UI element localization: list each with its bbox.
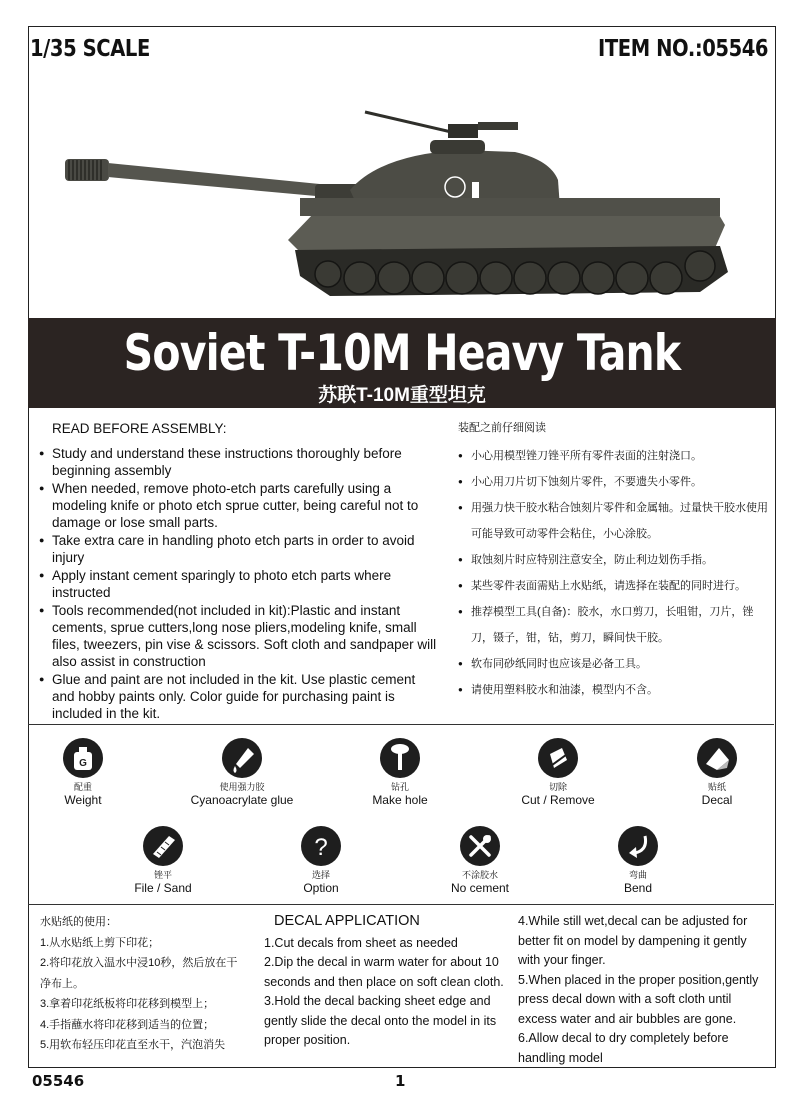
drill-icon [380, 738, 420, 778]
symbol-bend [568, 826, 708, 895]
title-english: Soviet T-10M Heavy Tank [123, 324, 681, 382]
symbol-label-en: File / Sand [134, 881, 192, 895]
decal-en-step: 2.Dip the decal in warm water for about 10 seconds and then place on soft clean cloth. [264, 955, 504, 989]
decal-icon [697, 738, 737, 778]
symbol-label-cn: 弯曲 [628, 870, 647, 880]
decal-en-step: 4.While still wet,decal can be adjusted for better fit on model by dampening it gently with your finger. [518, 914, 748, 967]
tank-illustration [60, 100, 740, 312]
tank-gun [65, 159, 365, 204]
divider [28, 724, 774, 725]
symbol-decal [647, 738, 787, 807]
symbol-drill [330, 738, 470, 807]
symbol-label-cn: 贴纸 [707, 782, 726, 792]
scale-label: 1/35 SCALE [30, 36, 150, 62]
note-item-cn: ● 某些零件表面需贴上水贴纸，请选择在装配的同时进行。 [452, 573, 770, 599]
decal-cn-step: 4.手指蘸水将印花移到适当的位置； [40, 1018, 215, 1031]
footer-item-code: 05546 [32, 1072, 85, 1090]
note-item-cn: ● 小心用刀片切下蚀刻片零件，不要遗失小零件。 [452, 469, 770, 495]
decal-cn-step: 1.从水贴纸上剪下印花； [40, 936, 160, 949]
decal-instructions-en [264, 912, 516, 1051]
symbol-glue [172, 738, 312, 807]
item-number: ITEM NO.:05546 [597, 36, 768, 62]
weight-letter: G [79, 758, 87, 769]
symbol-label-cn: 配重 [73, 782, 92, 792]
divider [28, 904, 774, 905]
symbol-label-en: Option [303, 881, 339, 895]
note-item: ● Apply instant cement sparingly to photo etch parts where instructed [27, 567, 437, 601]
symbol-label-cn: 不涂胶水 [461, 870, 498, 880]
decal-cn-step: 3.拿着印花纸板将印花移到模型上； [40, 998, 215, 1010]
note-item-cn: ● 取蚀刻片时应特别注意安全，防止利边划伤手指。 [452, 547, 770, 573]
note-item-cn: ● 小心用模型锉刀锉平所有零件表面的注射浇口。 [452, 443, 770, 469]
symbol-label-cn: 使用强力胶 [219, 782, 265, 792]
note-item: ● Study and understand these instructions thoroughly before beginning assembly [27, 445, 437, 479]
title-chinese: 苏联T-10M重型坦克 [318, 385, 486, 406]
symbol-cut [488, 738, 628, 807]
decal-instructions-cn [40, 912, 245, 1056]
decal-cn-step: 5.用软布轻压印花直至水干，汽泡消失 [40, 1039, 226, 1051]
note-item: ● Take extra care in handling photo etch parts in order to avoid injury [27, 532, 437, 566]
symbol-label-en: No cement [450, 881, 510, 895]
decal-en-heading: DECAL APPLICATION [274, 913, 420, 929]
bend-icon [618, 826, 658, 866]
decal-en-step: 6.Allow decal to dry completely before handling model [518, 1031, 729, 1065]
symbol-label-en: Make hole [372, 793, 428, 807]
decal-en-step: 3.Hold the decal backing sheet edge and gently slide the decal onto the model in its proper position. [264, 994, 497, 1047]
symbol-file [93, 826, 233, 895]
notes-english-heading: READ BEFORE ASSEMBLY: [52, 421, 227, 436]
decal-en-step: 5.When placed in the proper position,gently press decal down with a soft cloth until excess water and air bubbles are gone. [518, 972, 759, 1026]
symbol-label-en: Cut / Remove [521, 793, 595, 807]
note-item-cn: ● 软布同砂纸同时也应该是必备工具。 [452, 651, 770, 677]
decal-en-step: 1.Cut decals from sheet as needed [264, 935, 458, 950]
weight-icon [63, 738, 103, 778]
note-item-cn: ● 请使用塑料胶水和油漆，模型内不含。 [452, 677, 770, 703]
symbol-no-cement [410, 826, 550, 895]
symbol-label-en: Bend [623, 881, 653, 895]
option-glyph: ? [314, 834, 328, 861]
symbol-label-cn: 钻孔 [390, 782, 409, 792]
symbol-label-cn: 切除 [548, 782, 567, 792]
symbol-label-cn: 选择 [311, 870, 330, 880]
note-item-cn: ● 用强力快干胶水粘合蚀刻片零件和金属轴。过量快干胶水使用可能导致可动零件会粘住，小心涂胶。 [452, 495, 770, 547]
no-cement-icon [460, 826, 500, 866]
note-item: ● Glue and paint are not included in the kit. Use plastic cement and hobby paints only. Color guide for purchasing paint is included in the kit. [27, 671, 437, 722]
glue-drop-icon [222, 738, 262, 778]
cut-icon [538, 738, 578, 778]
title-band [28, 318, 776, 408]
notes-chinese [452, 420, 770, 703]
note-item: ● Tools recommended(not included in kit):Plastic and instant cements, sprue cutters,long nose pliers,modeling knife, small files, tweezers, pin vise & scissors. Soft cloth and sandpaper will also assist in construction [27, 602, 437, 670]
symbol-label-en: Cyanoacrylate glue [190, 793, 294, 807]
symbol-label-en: Decal [701, 793, 733, 807]
note-item: ● When needed, remove photo-etch parts carefully using a modeling knife or photo etch sprue cutter, being careful not to damage or lose small parts. [27, 480, 437, 531]
symbol-label-en: Weight [64, 793, 102, 807]
symbol-weight [13, 738, 153, 807]
symbol-label-cn: 锉平 [153, 870, 172, 880]
decal-cn-heading: 水贴纸的使用： [40, 916, 117, 928]
note-item-cn: ● 推荐模型工具(自备)：胶水，水口剪刀，长咀钳，刀片，锉刀，镊子，钳，钻，剪刀，瞬间快干胶。 [452, 599, 770, 651]
notes-chinese-heading: 装配之前仔细阅读 [458, 422, 546, 434]
question-icon [301, 826, 341, 866]
notes-english [52, 420, 437, 723]
symbol-option [251, 826, 391, 895]
file-icon [143, 826, 183, 866]
page-number: 1 [395, 1072, 406, 1090]
decal-cn-step: 2.将印花放入温水中浸10秒，然后放在干净布上。 [40, 957, 238, 990]
decal-instructions-en-continued [518, 912, 768, 1068]
